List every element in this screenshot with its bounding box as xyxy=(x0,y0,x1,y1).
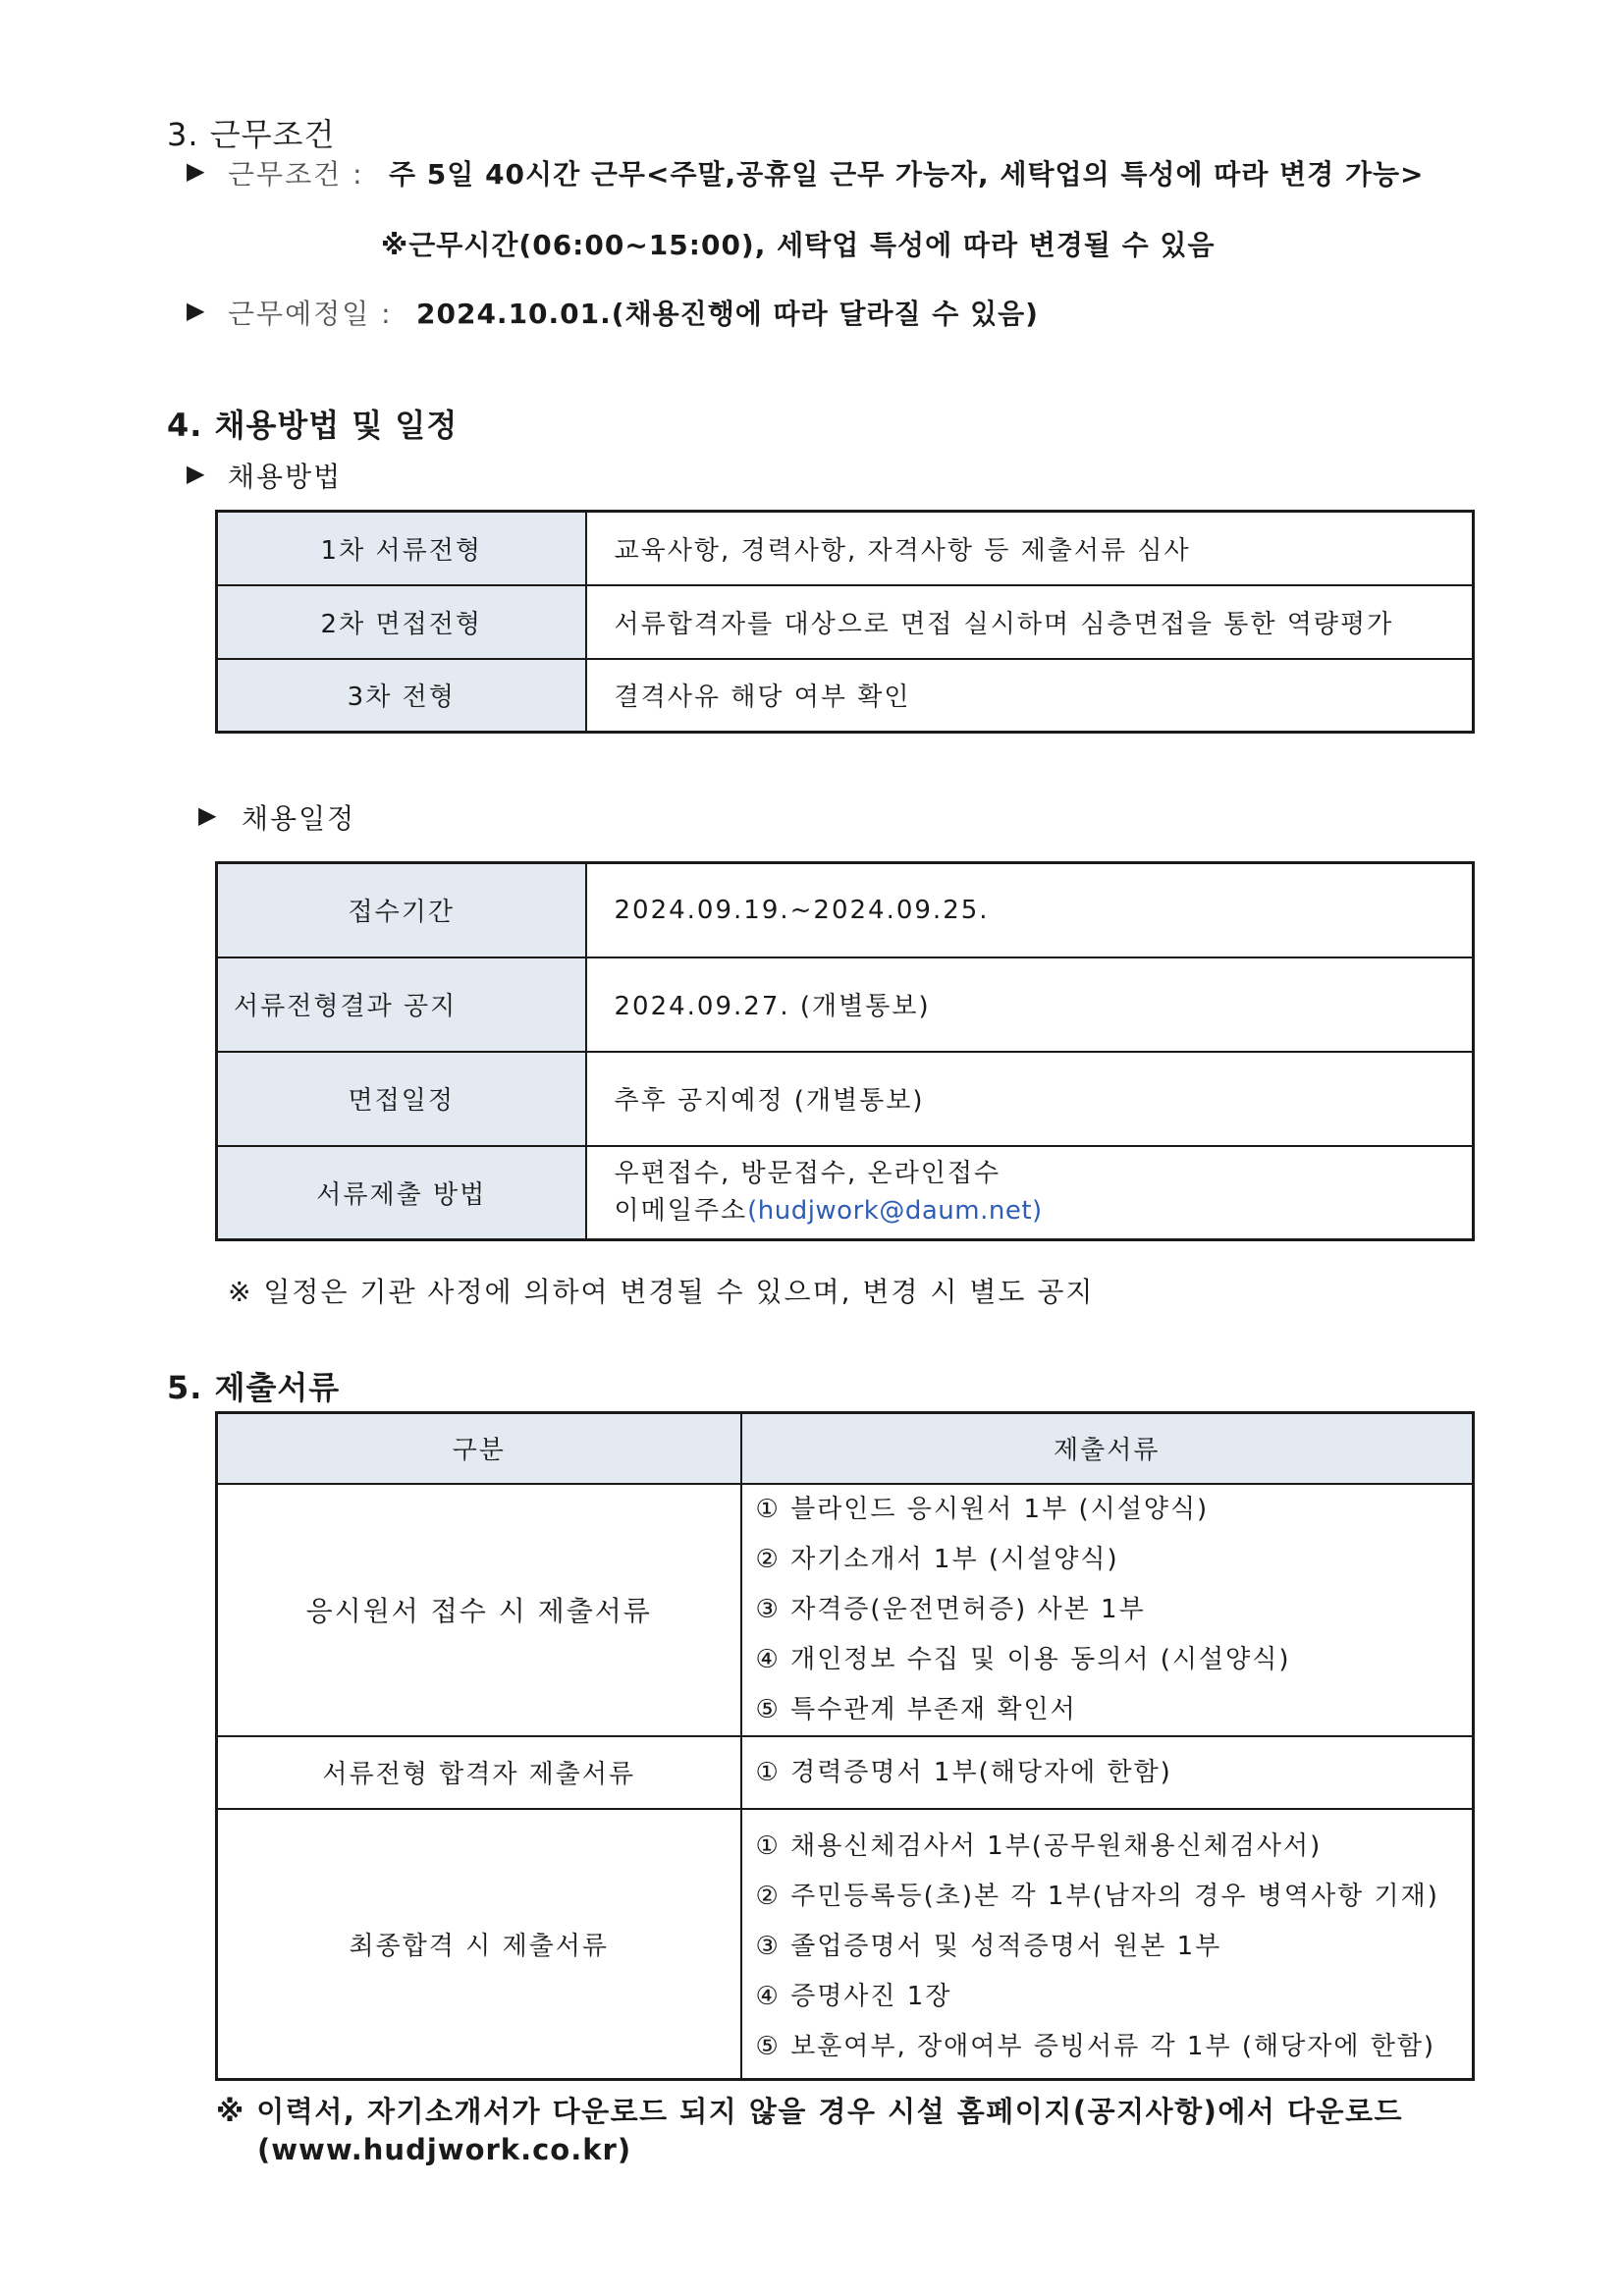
documents-cell xyxy=(741,1736,1474,1809)
section-5-heading: 5. 제출서류 xyxy=(167,1369,341,1406)
stage-desc-cell: 교육사항, 경력사항, 자격사항 등 제출서류 심사 xyxy=(586,512,1474,585)
table-row xyxy=(217,1736,1474,1809)
category-cell: 최종합격 시 제출서류 xyxy=(217,1809,741,2080)
stage-desc-cell: 서류합격자를 대상으로 면접 실시하며 심층면접을 통한 역량평가 xyxy=(586,585,1474,659)
section-3-heading: 3. 근무조건 xyxy=(167,116,336,153)
schedule-value-cell: 2024.09.27. (개별통보) xyxy=(586,957,1474,1052)
schedule-note: ※ 일정은 기관 사정에 의하여 변경될 수 있으며, 변경 시 별도 공지 xyxy=(228,1276,1095,1308)
email-link[interactable]: (hudjwork@daum.net) xyxy=(747,1196,1043,1227)
document-item: ① 블라인드 응시원서 1부 (시설양식) xyxy=(755,1494,1210,1524)
category-cell: 서류전형 합격자 제출서류 xyxy=(217,1736,741,1809)
schedule-label-cell: 면접일정 xyxy=(217,1052,586,1146)
table-row xyxy=(217,863,1474,957)
schedule-label-cell: 서류전형결과 공지 xyxy=(217,957,586,1052)
document-item: ⑤ 보훈여부, 장애여부 증빙서류 각 1부 (해당자에 한함) xyxy=(755,2031,1436,2061)
document-item: ③ 졸업증명서 및 성적증명서 원본 1부 xyxy=(755,1931,1222,1961)
table-row xyxy=(217,1146,1474,1240)
work-condition-value: 주 5일 40시간 근무<주말,공휴일 근무 가능자, 세탁업의 특성에 따라 변경 가능> xyxy=(389,158,1425,191)
table-row xyxy=(217,1484,1474,1736)
document-item: ② 주민등록등(초)본 각 1부(남자의 경우 병역사항 기재) xyxy=(755,1881,1439,1911)
document-item: ① 경력증명서 1부(해당자에 한함) xyxy=(755,1757,1172,1787)
schedule-table xyxy=(215,861,1475,1241)
submit-methods: 우편접수, 방문접수, 온라인접수 xyxy=(614,1159,1001,1189)
schedule-label-cell: 접수기간 xyxy=(217,863,586,957)
documents-cell xyxy=(741,1484,1474,1736)
document-item: ④ 개인정보 수집 및 이용 동의서 (시설양식) xyxy=(755,1644,1291,1674)
work-hours-note: ※근무시간(06:00~15:00), 세탁업 특성에 따라 변경될 수 있음 xyxy=(381,229,1216,261)
document-item: ① 채용신체검사서 1부(공무원채용신체검사서) xyxy=(755,1831,1323,1861)
bullet-arrow-icon: ▶ xyxy=(198,801,217,829)
stage-cell: 3차 전형 xyxy=(217,659,586,733)
table-row xyxy=(217,512,1474,585)
table-header-row xyxy=(217,1413,1474,1484)
document-item: ② 자기소개서 1부 (시설양식) xyxy=(755,1544,1119,1574)
header-category: 구분 xyxy=(217,1413,741,1484)
homepage-url[interactable]: (www.hudjwork.co.kr) xyxy=(257,2133,632,2166)
table-row xyxy=(217,957,1474,1052)
table-row xyxy=(217,1809,1474,2080)
schedule-label-cell: 서류제출 방법 xyxy=(217,1146,586,1240)
section-4-heading: 4. 채용방법 및 일정 xyxy=(167,407,459,444)
header-documents: 제출서류 xyxy=(741,1413,1474,1484)
document-item: ③ 자격증(운전면허증) 사본 1부 xyxy=(755,1594,1146,1624)
stage-cell: 1차 서류전형 xyxy=(217,512,586,585)
work-condition-label: 근무조건 : xyxy=(228,158,364,191)
document-item: ④ 증명사진 1장 xyxy=(755,1981,952,2011)
schedule-label: 채용일정 xyxy=(242,802,356,835)
method-table xyxy=(215,510,1475,734)
start-date-label: 근무예정일 : xyxy=(228,298,393,330)
table-row xyxy=(217,659,1474,733)
stage-desc-cell: 결격사유 해당 여부 확인 xyxy=(586,659,1474,733)
table-row xyxy=(217,585,1474,659)
documents-cell xyxy=(741,1809,1474,2080)
method-label: 채용방법 xyxy=(228,461,343,493)
bullet-arrow-icon: ▶ xyxy=(187,157,205,185)
category-cell: 응시원서 접수 시 제출서류 xyxy=(217,1484,741,1736)
table-row xyxy=(217,1052,1474,1146)
bullet-arrow-icon: ▶ xyxy=(187,297,205,324)
footnote: ※ 이력서, 자기소개서가 다운로드 되지 않을 경우 시설 홈페이지(공지사항)에서 다운로드 xyxy=(216,2095,1404,2128)
documents-table xyxy=(215,1411,1475,2081)
bullet-arrow-icon: ▶ xyxy=(187,460,205,487)
schedule-value-cell: 추후 공지예정 (개별통보) xyxy=(586,1052,1474,1146)
schedule-value-cell: 2024.09.19.~2024.09.25. xyxy=(586,863,1474,957)
email-prefix: 이메일주소 xyxy=(614,1196,748,1227)
submit-email-line xyxy=(615,1192,1473,1230)
start-date-value: 2024.10.01.(채용진행에 따라 달라질 수 있음) xyxy=(416,298,1039,330)
schedule-value-cell xyxy=(586,1146,1474,1240)
document-item: ⑤ 특수관계 부존재 확인서 xyxy=(755,1694,1077,1724)
stage-cell: 2차 면접전형 xyxy=(217,585,586,659)
